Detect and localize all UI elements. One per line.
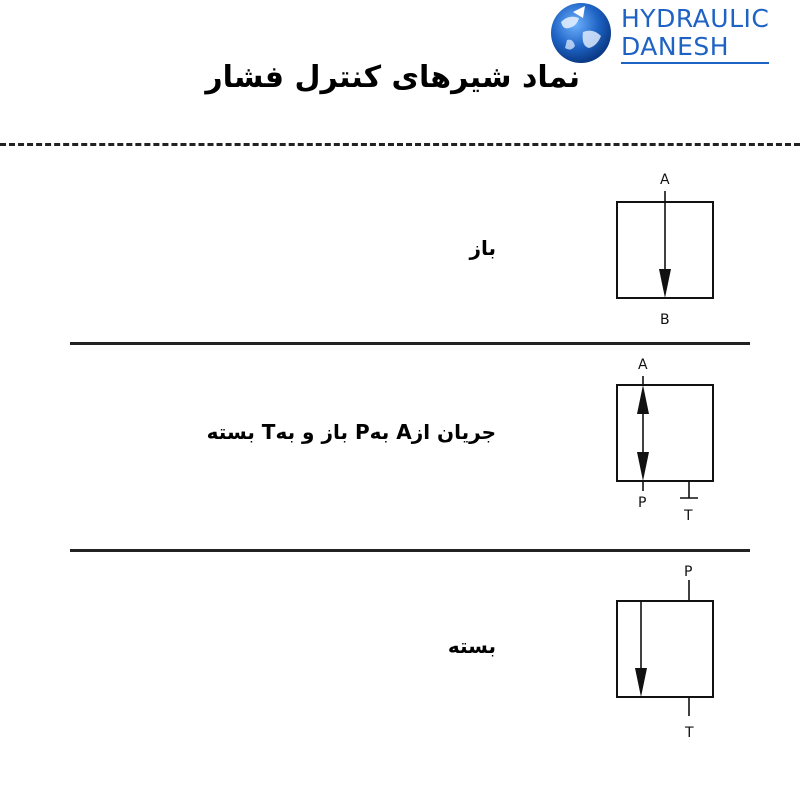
- port-label-p: P: [638, 495, 647, 511]
- port-label-p: P: [684, 564, 693, 580]
- brand-logo: [549, 2, 789, 68]
- row-divider-1: [70, 342, 750, 345]
- flow-arrow-down: [637, 452, 649, 481]
- brand-name: [621, 5, 769, 64]
- row-label-open: باز: [469, 236, 496, 260]
- port-label-t: T: [685, 725, 694, 741]
- row-label-closed: بسته: [447, 634, 496, 658]
- port-label-t: T: [684, 508, 693, 524]
- page-title: نماد شیرهای کنترل فشار: [205, 60, 580, 95]
- valve-symbol-closed: [605, 560, 725, 745]
- header-separator: [0, 143, 800, 146]
- globe-icon: [549, 2, 615, 66]
- row-divider-2: [70, 549, 750, 552]
- flow-arrow-up: [637, 385, 649, 414]
- port-label-a: A: [660, 172, 670, 188]
- valve-symbol-a-to-p: [605, 352, 725, 527]
- flow-arrow-down: [635, 668, 647, 697]
- valve-box: [617, 601, 713, 697]
- valve-symbol-open: [605, 165, 725, 330]
- port-label-b: B: [660, 312, 670, 328]
- brand-line-2: DANESH: [621, 33, 769, 64]
- flow-arrow-down: [659, 269, 671, 298]
- row-label-a-to-p: جریان ازA بهP باز و بهT بسته: [206, 420, 496, 444]
- port-label-a: A: [638, 357, 648, 373]
- brand-line-1: HYDRAULIC: [621, 4, 770, 33]
- valve-box: [617, 385, 713, 481]
